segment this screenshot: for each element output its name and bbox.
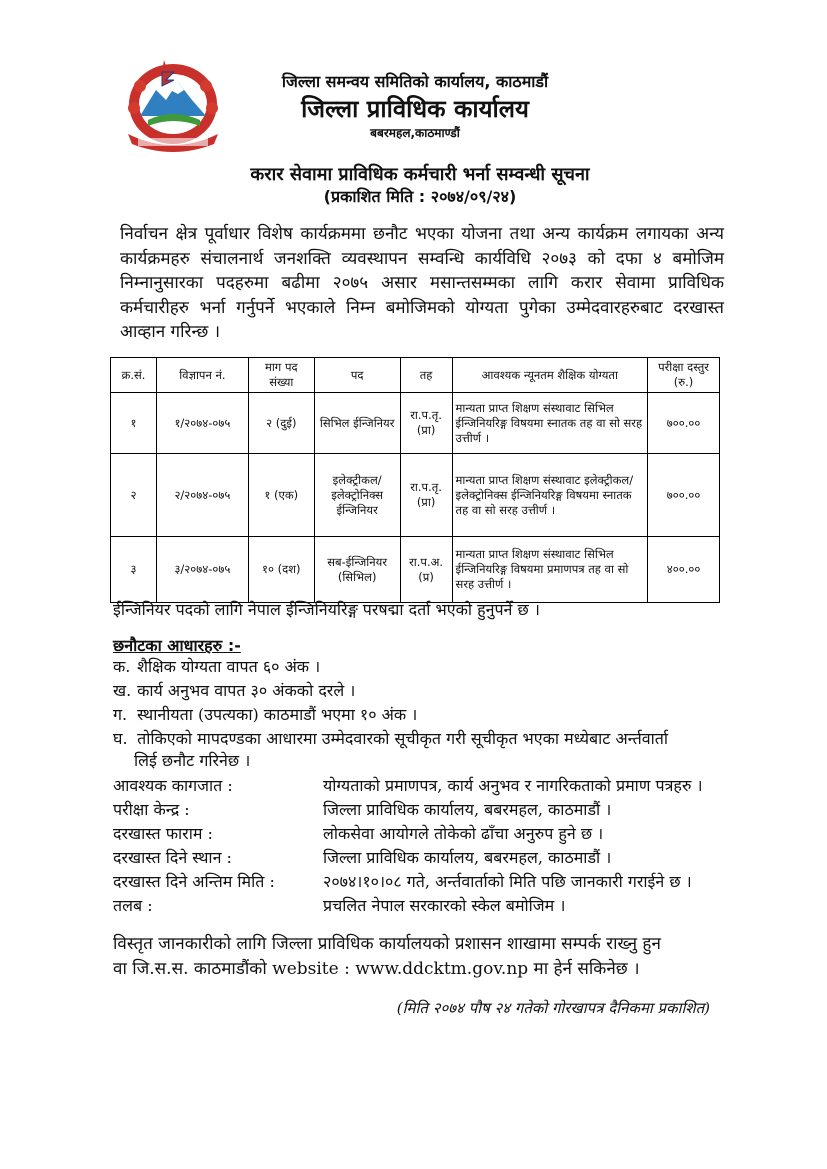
nepal-government-emblem-icon <box>118 56 228 156</box>
detail-label: दरखास्त दिने अन्तिम मिति : <box>113 872 275 891</box>
cell-adv-no: ३/२०७४-०७५ <box>156 537 248 603</box>
cell-fee: ४००.०० <box>648 537 720 603</box>
cell-level: रा.प.तृ. (प्रा) <box>400 454 452 537</box>
cell-post: सब-ईन्जिनियर (सिभिल) <box>314 537 400 603</box>
cell-qualification: मान्यता प्राप्त शिक्षण संस्थावाट इलेक्ट्रीकल/ इलेक्ट्रोनिक्स ईन्जिनियरिङ्ग विषयमा स्नातक तह वा सो सरह उत्तीर्ण । <box>452 454 648 537</box>
cell-sn: ३ <box>111 537 157 603</box>
office-name: जिल्ला प्राविधिक कार्यालय <box>301 95 529 123</box>
contact-line-website: वा जि.स.स. काठमाडौंको website : www.ddcktm.gov.np मा हेर्न सकिनेछ । <box>113 959 640 979</box>
list-key: क. <box>113 657 131 676</box>
detail-value: २०७४।१०।०८ गते, अर्न्तवार्ताको मिति पछि जानकारी गराईने छ । <box>323 872 692 891</box>
intro-paragraph: निर्वाचन क्षेत्र पूर्वाधार विशेष कार्यक्रममा छनौट भएका योजना तथा अन्य कार्यक्रम लगायका अन्य कार्यक्रमहरु संचालनार्थ जनशक्ति व्यवस्थापन सम्वन्धि कार्यविधि २०७३ को दफा ४ बमोजिम निम्नानुसारका पदहरुमा बढीमा २०७५ असार मसान्तसम्मका लागि करार सेवामा प्राविधिक कर्मचारीहरु भर्ना गर्नुपर्ने भएकाले निम्न बमोजिमको योग्यता पुगेका उम्मेदवारहरुबाट दरखास्त आव्हान गरिन्छ । <box>120 224 724 342</box>
list-text: स्थानीयता (उपत्यका) काठमाडौं भएमा १० अंक । <box>137 705 418 724</box>
cell-adv-no: १/२०७४-०७५ <box>156 393 248 454</box>
col-header: विज्ञापन नं. <box>156 358 248 393</box>
cell-count: १० (दश) <box>248 537 314 603</box>
cell-qualification: मान्यता प्राप्त शिक्षण संस्थावाट सिभिल ईन्जिनियरिङ्ग विषयमा प्रमाणपत्र तह वा सो सरह उत्तीर्ण । <box>452 537 648 603</box>
list-text: शैक्षिक योग्यता वापत ६० अंक । <box>137 657 321 676</box>
cell-fee: ७००.०० <box>648 393 720 454</box>
cell-qualification: मान्यता प्राप्त शिक्षण संस्थावाट सिभिल ईन्जिनियरिङ्ग विषयमा स्नातक तह वा सो सरह उत्तीर्ण । <box>452 393 648 454</box>
col-header: आवश्यक न्यूनतम शैक्षिक योग्यता <box>452 358 648 393</box>
published-date: (प्रकाशित मिति : २०७४/०९/२४) <box>323 187 517 206</box>
detail-label: दरखास्त दिने स्थान : <box>113 848 232 867</box>
table-row <box>111 537 720 603</box>
office-address: बबरमहल,काठमाण्डौं <box>370 126 460 140</box>
table-row <box>111 393 720 454</box>
cell-post: सिभिल ईन्जिनियर <box>314 393 400 454</box>
contact-line: विस्तृत जानकारीको लागि जिल्ला प्राविधिक कार्यालयको प्रशासन शाखामा सम्पर्क राख्नु हुन <box>113 934 661 954</box>
notice-title: करार सेवामा प्राविधिक कर्मचारी भर्ना सम्वन्धी सूचना <box>250 164 590 185</box>
vacancy-table <box>110 357 720 603</box>
engineer-note: ईन्जिनियर पदको लागि नेपाल ईन्जिनियरिङ्ग परषद्मा दर्ता भएको हुनुपर्ने छ । <box>113 600 540 619</box>
detail-value: जिल्ला प्राविधिक कार्यालय, बबरमहल, काठमाडौं । <box>323 848 612 867</box>
list-item <box>113 704 753 726</box>
office-line: जिल्ला समन्वय समितिको कार्यालय, काठमाडौं <box>281 72 549 91</box>
table-row <box>111 454 720 537</box>
col-header: परीक्षा दस्तुर (रु.) <box>648 358 720 393</box>
list-text: तोकिएको मापदण्डका आधारमा उम्मेदवारको सूचीकृत गरी सूचीकृत भएका मध्येबाट अर्न्तवार्ता <box>137 729 669 748</box>
col-header: क्र.सं. <box>111 358 157 393</box>
detail-label: परीक्षा केन्द्र : <box>113 800 190 819</box>
list-text-continued: लिई छनौट गरिनेछ । <box>134 751 251 770</box>
cell-sn: १ <box>111 393 157 454</box>
detail-label: आवश्यक कागजात : <box>113 776 233 795</box>
list-text: कार्य अनुभव वापत ३० अंकको दरले । <box>137 681 356 700</box>
col-header: पद <box>314 358 400 393</box>
detail-label: तलब : <box>113 896 153 915</box>
list-item <box>113 728 753 772</box>
detail-value: प्रचलित नेपाल सरकारको स्केल बमोजिम । <box>323 896 566 915</box>
col-header: माग पद संख्या <box>248 358 314 393</box>
col-header: तह <box>400 358 452 393</box>
contact-info <box>113 932 733 982</box>
cell-fee: ७००.०० <box>648 454 720 537</box>
detail-label: दरखास्त फाराम : <box>113 824 213 843</box>
table-header-row <box>111 358 720 393</box>
cell-adv-no: २/२०७४-०७५ <box>156 454 248 537</box>
cell-level: रा.प.तृ. (प्रा) <box>400 393 452 454</box>
cell-level: रा.प.अ. (प्र) <box>400 537 452 603</box>
selection-heading: छनौटका आधारहरु :- <box>113 636 241 655</box>
list-key: ग. <box>113 705 128 724</box>
cell-count: २ (दुई) <box>248 393 314 454</box>
detail-value: जिल्ला प्राविधिक कार्यालय, बबरमहल, काठमाडौं । <box>323 800 612 819</box>
list-key: घ. <box>113 729 128 748</box>
cell-count: १ (एक) <box>248 454 314 537</box>
list-item <box>113 680 753 702</box>
detail-value: लोकसेवा आयोगले तोकेको ढाँचा अनुरुप हुने छ । <box>323 824 604 843</box>
detail-value: योग्यताको प्रमाणपत्र, कार्य अनुभव र नागरिकताको प्रमाण पत्रहरु । <box>323 776 703 795</box>
list-key: ख. <box>113 681 132 700</box>
list-item <box>113 656 753 678</box>
cell-sn: २ <box>111 454 157 537</box>
press-note: (मिति २०७४ पौष २४ गतेको गोरखापत्र दैनिकमा प्रकाशित) <box>396 999 710 1017</box>
cell-post: इलेक्ट्रीकल/ इलेक्ट्रोनिक्स ईन्जिनियर <box>314 454 400 537</box>
